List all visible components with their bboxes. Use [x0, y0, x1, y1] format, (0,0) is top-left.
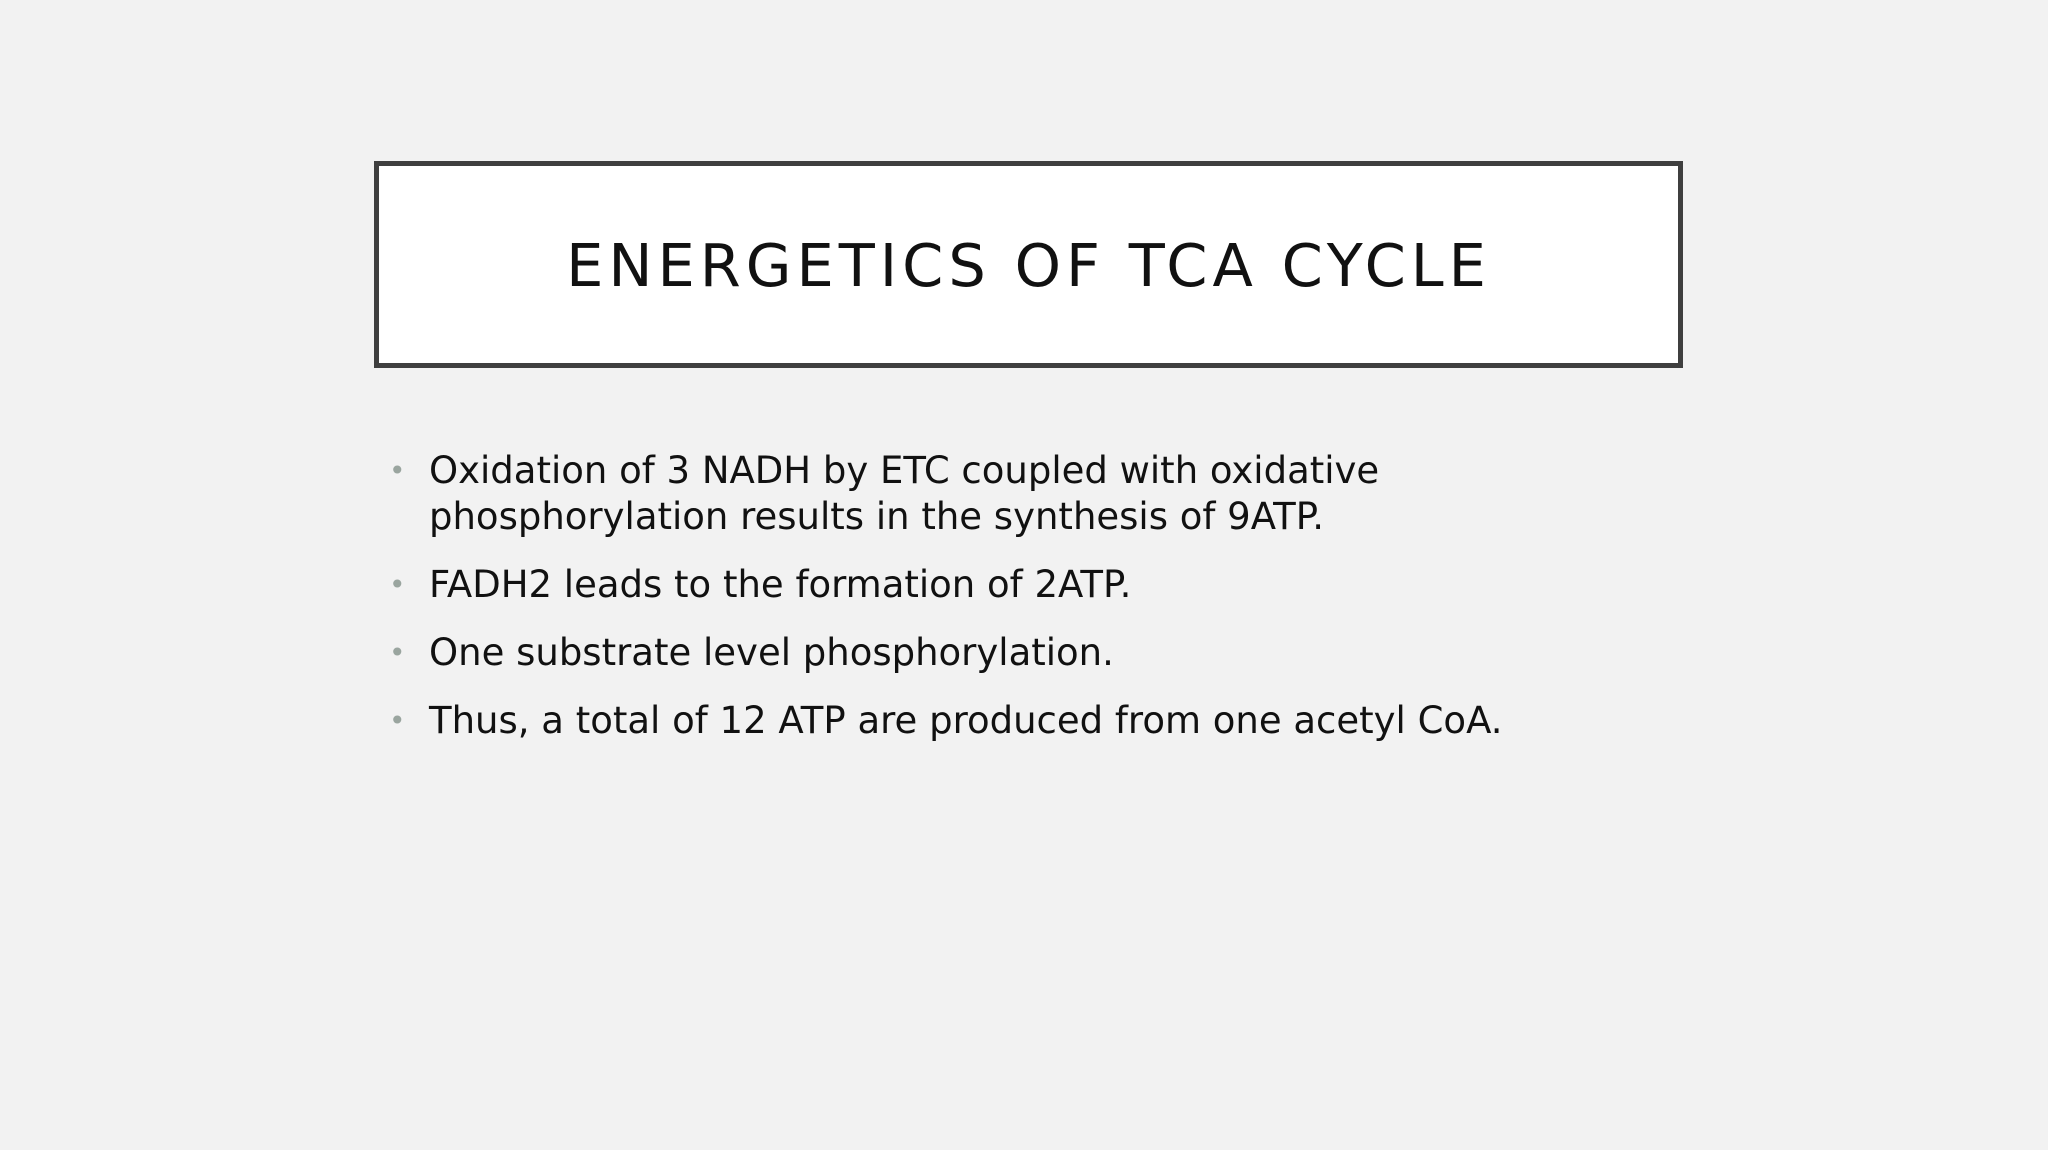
- bullet-item: [388, 448, 1688, 540]
- bullet-dot-icon: •: [389, 636, 406, 669]
- bullet-text: One substrate level phosphorylation.: [429, 631, 1114, 674]
- bullet-dot-icon: •: [389, 704, 406, 737]
- bullet-text: FADH2 leads to the formation of 2ATP.: [429, 563, 1132, 606]
- bullet-list: [388, 448, 1688, 766]
- title-box: [374, 161, 1683, 368]
- bullet-item: [388, 698, 1688, 744]
- bullet-dot-icon: •: [389, 454, 406, 487]
- bullet-text: Oxidation of 3 NADH by ETC coupled with oxidative phosphorylation results in the synthesis of 9ATP.: [429, 449, 1380, 538]
- slide-title: ENERGETICS OF TCA CYCLE: [566, 231, 1491, 300]
- bullet-text: Thus, a total of 12 ATP are produced from one acetyl CoA.: [429, 699, 1503, 742]
- bullet-item: [388, 562, 1688, 608]
- bullet-dot-icon: •: [389, 568, 406, 601]
- bullet-item: [388, 630, 1688, 676]
